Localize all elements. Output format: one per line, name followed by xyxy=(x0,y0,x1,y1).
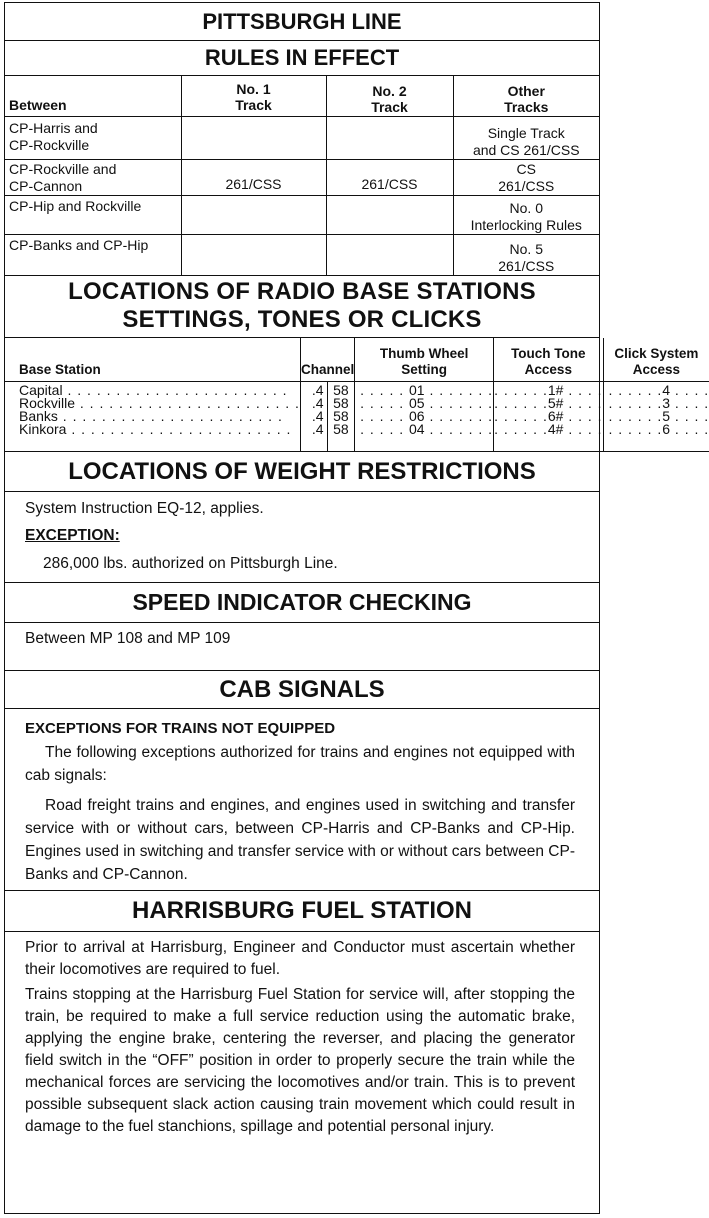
timetable-page xyxy=(4,2,709,1214)
radio-heading: LOCATIONS OF RADIO BASE STATIONS SETTINGS, TONES OR CLICKS xyxy=(5,276,599,338)
weight-section xyxy=(5,492,599,583)
speed-heading: SPEED INDICATOR CHECKING xyxy=(5,583,599,623)
col-click-system: Click System Access xyxy=(603,338,709,382)
weight-exception: 286,000 lbs. authorized on Pittsburgh Line. xyxy=(43,555,338,572)
page-title: PITTSBURGH LINE xyxy=(5,3,599,41)
radio-table: Base Station Channel Thumb Wheel Setting Touch Tone Access Click System Access Capital . . . . . . . . . . . . . . . . . . . . . . . Rockville . . . . . . . . . . . . . . . . . . . . . . . Banks . . . . . . . . . . . . . . . . . . . . . . . Kinkora . . . . . . . . . . . . . . . . . . . . . . . .4 .4 .4 .4 58 58 58 58 . . . . . 01 . . . . . . . . . . . . 05 . . . . . . . . . . . . 06 . . . . . . . . . . . . 04 . . . . . . . . . . . . .1# . . . . . . . . . .5# . . . . . . . . . .6# . . . . . . . . . .4# . . . . . . . . . .4 . . . . . . . . . .3 . . . . . . . . . .5 . . . . . . . . . .6 . . . . xyxy=(5,338,709,453)
weight-heading: LOCATIONS OF WEIGHT RESTRICTIONS xyxy=(5,452,599,492)
exception-label: EXCEPTION: xyxy=(25,527,120,544)
speed-limits: Between MP 108 and MP 109 xyxy=(25,630,231,647)
cab-section xyxy=(5,709,599,891)
station-row: Capital . . . . . . . . . . . . . . . . . . . . . . . xyxy=(19,382,288,398)
col-touch-tone: Touch Tone Access xyxy=(494,338,604,382)
cab-paragraph-2: Road freight trains and engines, and engines used in switching and transfer service with or without cars, between CP-Harris and CP-Banks and CP-Hip. Engines used in switching and transfer service with or without cars between CP-Banks and CP-Cannon. xyxy=(25,797,575,883)
col-no2-track: No. 2 Track xyxy=(326,76,453,116)
rules-row: CP-Banks and CP-Hip No. 5 261/CSS xyxy=(5,234,599,275)
col-no1-track: No. 1 Track xyxy=(181,76,326,116)
fuel-heading: HARRISBURG FUEL STATION xyxy=(5,891,599,932)
fuel-section xyxy=(5,932,599,1138)
station-row: Rockville . . . . . . . . . . . . . . . . . . . . . . . xyxy=(19,395,300,411)
rules-row: CP-Harris and CP-Rockville Single Track and CS 261/CSS xyxy=(5,116,599,159)
fuel-paragraph-2: Trains stopping at the Harrisburg Fuel Station for service will, after stopping the train, be required to make a full service reduction using the automatic brake, applying the engine brake, centering the reverser, and placing the generator field switch in the “OFF” position in order to properly secure the train while the mechanical forces are servicing the locomotives and/or train. This is to prevent possible subsequent slack action causing train movement which could result in damage to the fuel stanchions, spillage and potential personal injury. xyxy=(25,986,575,1135)
station-row: Kinkora . . . . . . . . . . . . . . . . . . . . . . . xyxy=(19,421,292,437)
col-thumb-wheel: Thumb Wheel Setting xyxy=(355,338,494,382)
cab-heading: CAB SIGNALS xyxy=(5,671,599,709)
fuel-paragraph-1: Prior to arrival at Harrisburg, Engineer and Conductor must ascertain whether their locomotives are required to fuel. xyxy=(25,939,575,978)
col-base-station: Base Station xyxy=(5,338,300,382)
rules-heading: RULES IN EFFECT xyxy=(5,41,599,76)
station-row: Banks . . . . . . . . . . . . . . . . . . . . . . . xyxy=(19,408,283,424)
col-other-tracks: Other Tracks xyxy=(453,76,599,116)
weight-instruction: System Instruction EQ-12, applies. xyxy=(25,500,264,517)
speed-section xyxy=(5,623,599,671)
rules-row: CP-Hip and Rockville No. 0 Interlocking Rules xyxy=(5,195,599,234)
col-channel: Channel xyxy=(300,338,354,382)
cab-subheading: EXCEPTIONS FOR TRAINS NOT EQUIPPED xyxy=(25,720,336,737)
col-between: Between xyxy=(5,76,181,116)
rules-row: CP-Rockville and CP-Cannon 261/CSS 261/CSS CS 261/CSS xyxy=(5,159,599,195)
cab-paragraph-1: The following exceptions authorized for trains and engines not equipped with cab signals: xyxy=(25,744,575,784)
rules-table xyxy=(5,76,599,276)
